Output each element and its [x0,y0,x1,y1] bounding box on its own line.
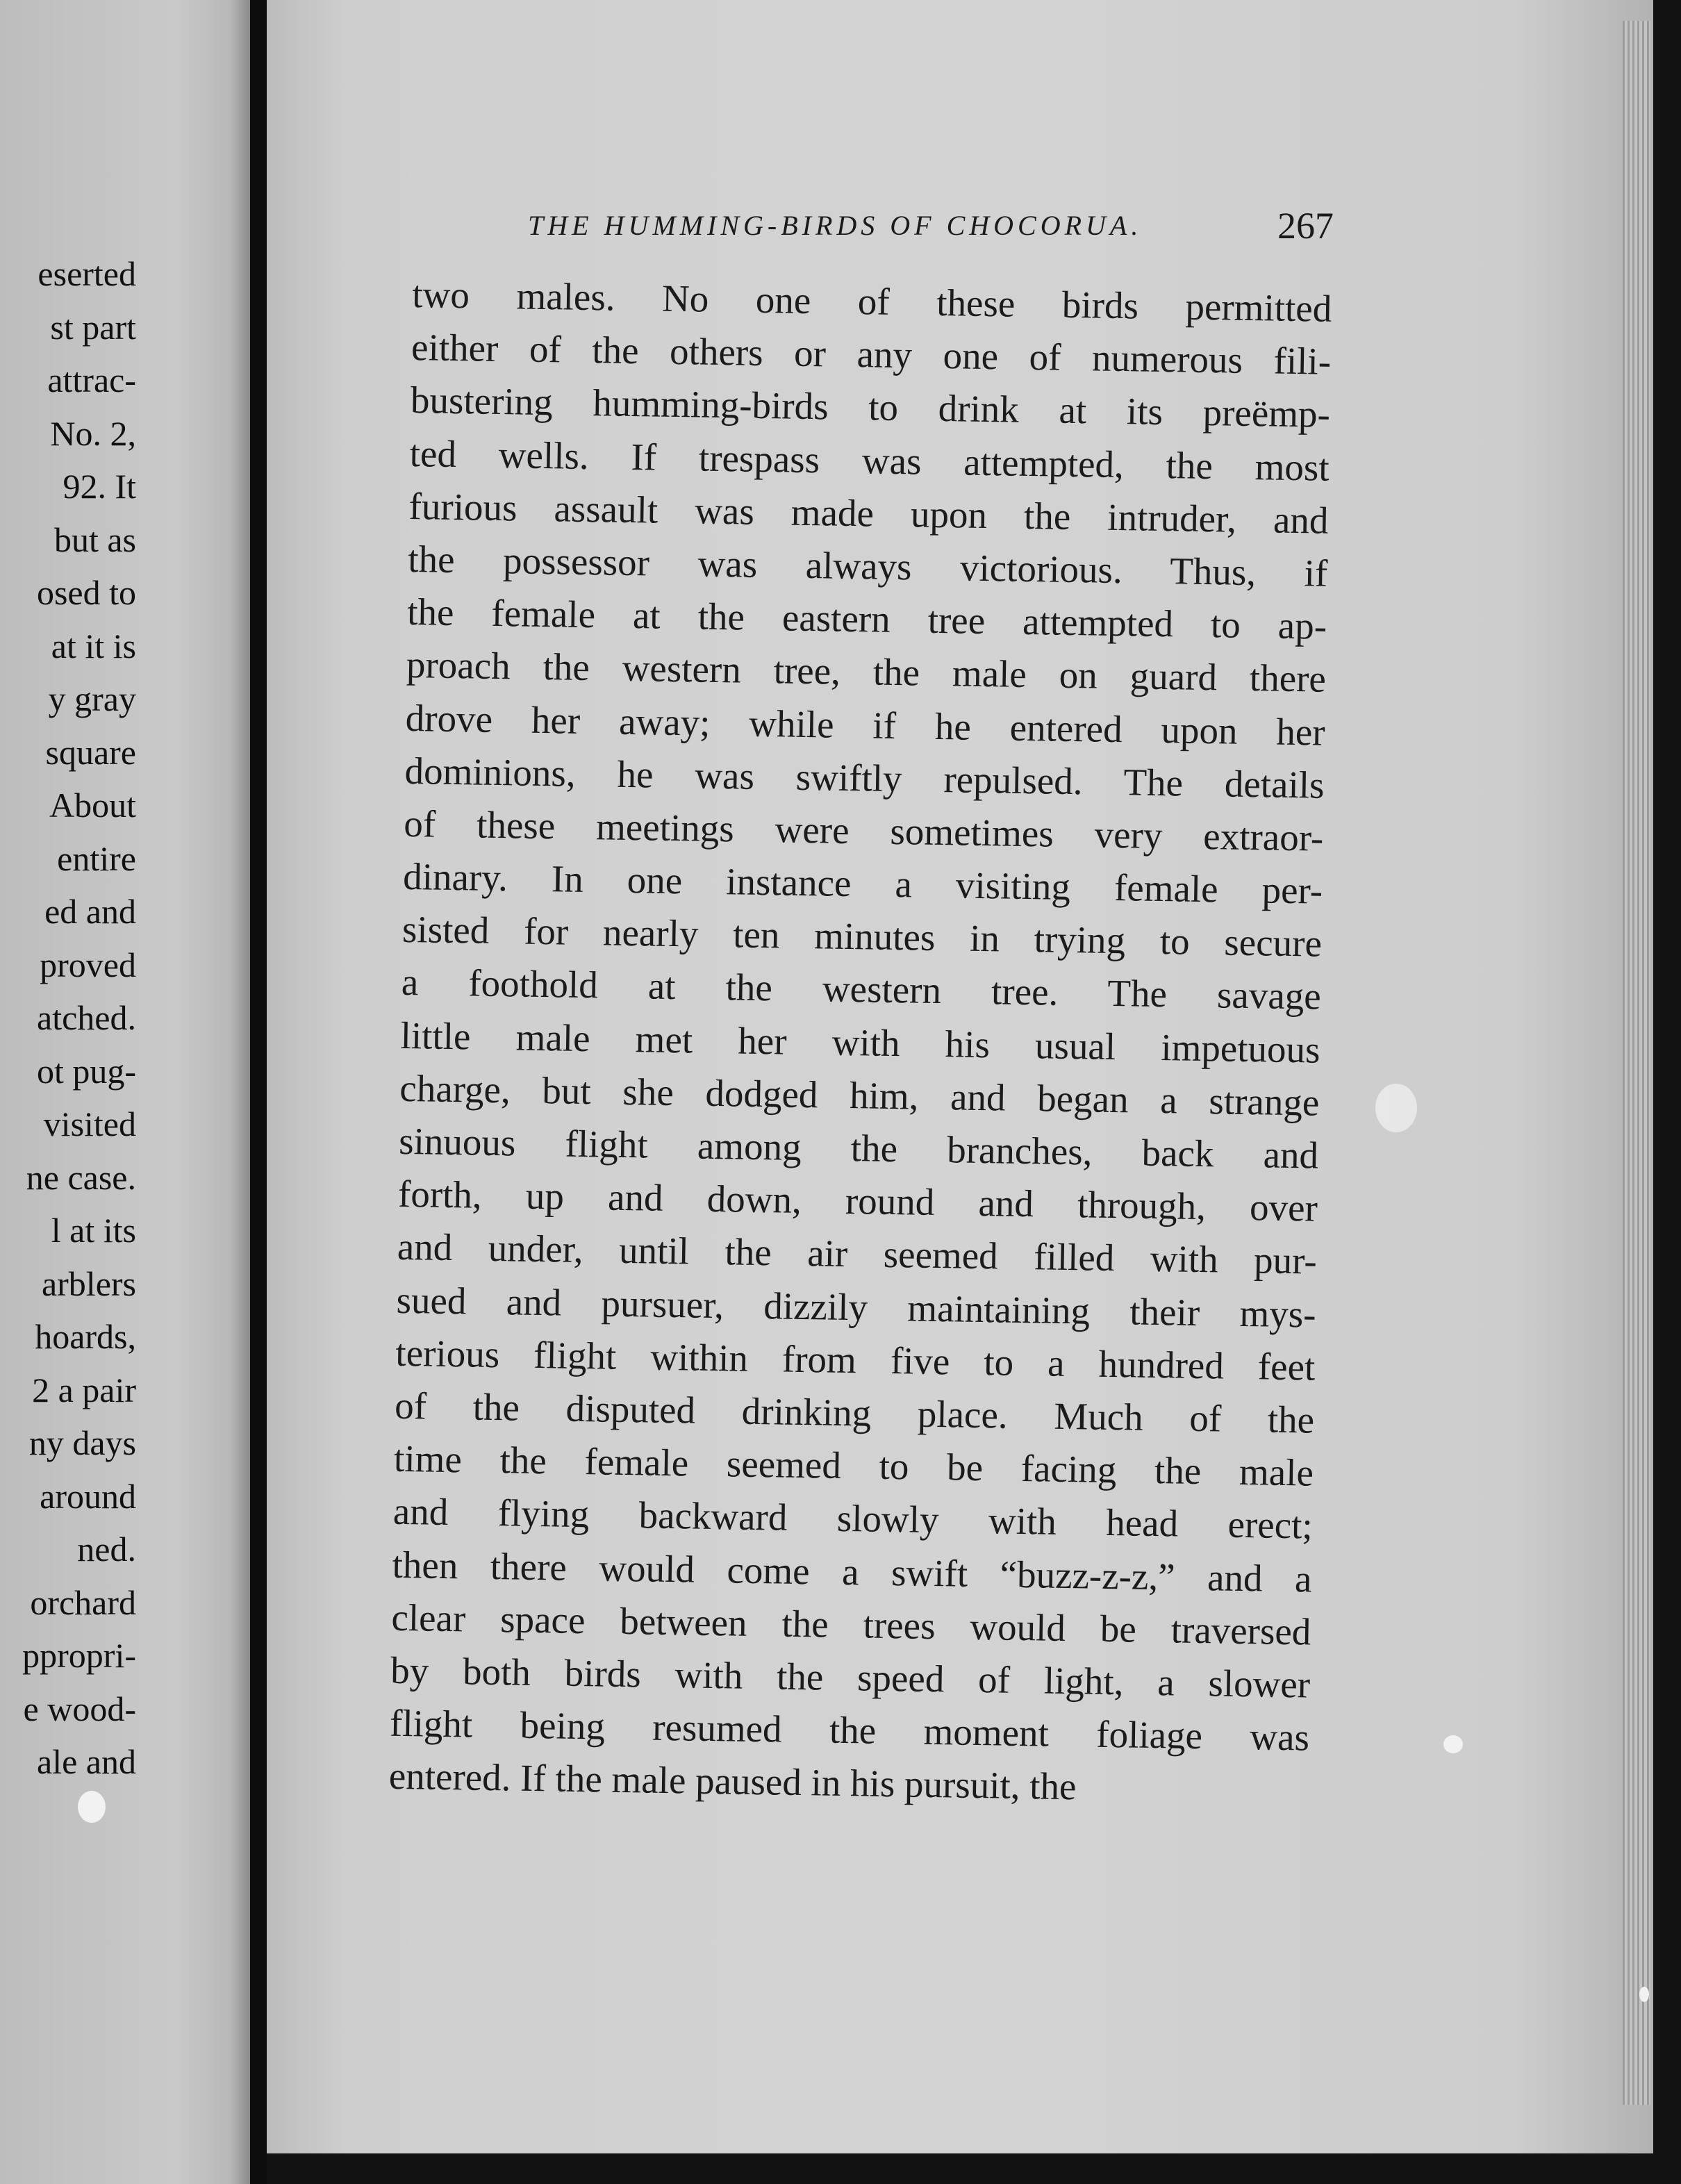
text-line: a foothold at the western tree. The savage [401,961,1322,1018]
text-line: dominions, he was swiftly repulsed. The details [404,749,1325,806]
left-page-line: square [45,732,136,772]
text-line: little male met her with his usual impetuous [400,1014,1320,1071]
body-text [388,268,1332,1817]
left-facing-page [0,0,250,2184]
page-number: 267 [1277,205,1334,247]
left-page-line: No. 2, [50,413,136,453]
text-line: charge, but she dodged him, and began a strange [399,1066,1320,1124]
left-page-line: 92. It [63,467,136,506]
left-page-line: ot pug- [36,1051,136,1091]
text-line: proach the western tree, the male on guard there [406,643,1327,701]
book-gutter [250,0,267,2184]
left-page-line: st part [50,307,136,347]
scan-speck [1375,1084,1417,1132]
scan-speck [1639,1987,1649,2002]
text-line: ted wells. If trespass was attempted, the most [409,431,1330,489]
left-page-line: ppropri- [22,1636,136,1675]
text-line: furious assault was made upon the intruder, and [408,484,1329,542]
left-page-line: atched. [37,998,136,1037]
running-head-title: THE HUMMING-BIRDS OF CHOCORUA. [528,210,1143,241]
left-page-text-column [0,247,136,1789]
left-page-line: attrac- [47,361,136,399]
scan-speck [78,1791,106,1823]
left-page-line: ny days [28,1423,136,1462]
left-page-line: About [49,786,136,825]
left-page-line: at it is [51,626,136,665]
left-page-line: ed and [44,892,136,931]
left-page-line: eserted [38,254,136,293]
text-line: two males. No one of these birds permitted [411,272,1332,330]
text-line: of these meetings were sometimes very extraor- [403,802,1324,859]
text-line: time the female seemed to be facing the male [393,1437,1314,1494]
text-line: sinuous flight among the branches, back and [398,1119,1319,1177]
left-page-line: ale and [37,1742,136,1781]
left-page-line: ne case. [26,1157,136,1197]
text-line: clear space between the trees would be traversed [391,1596,1311,1653]
page-edges [1623,21,1650,2105]
left-page-line: e wood- [23,1689,136,1728]
text-line: and under, until the air seemed filled with pur- [397,1225,1318,1282]
text-line: by both birds with the speed of light, a slower [390,1648,1311,1706]
left-page-line: osed to [36,573,136,612]
text-line: forth, up and down, round and through, over [397,1173,1318,1230]
text-line: terious flight within from five to a hundred feet [395,1331,1316,1389]
text-line: of the disputed drinking place. Much of the [394,1384,1315,1441]
text-line: either of the others or any one of numerous fili- [411,326,1332,383]
left-page-line: but as [53,520,136,559]
left-page-line: arblers [41,1264,136,1303]
text-line: sued and pursuer, dizzily maintaining their mys- [396,1278,1316,1336]
text-line: dinary. In one instance a visiting female per- [402,854,1323,912]
left-page-line: hoards, [35,1317,136,1356]
text-line: flight being resumed the moment foliage was [389,1701,1310,1759]
left-page-line: l at its [51,1211,136,1250]
left-page-line: entire [57,838,136,878]
text-line: entered. If the male paused in his pursuit, the [388,1754,1077,1808]
left-page-line: y gray [48,679,136,718]
text-line: then there would come a swift “buzz-z-z,” and a [392,1543,1313,1600]
left-page-line: ned. [77,1530,136,1569]
left-page-line: 2 a pair [32,1370,136,1409]
text-line: the possessor was always victorious. Thus, if [407,537,1328,595]
text-line: and flying backward slowly with head erect; [392,1490,1314,1547]
text-line: sisted for nearly ten minutes in trying to secure [401,908,1323,965]
text-line: the female at the eastern tree attempted to ap- [406,590,1327,647]
left-page-line: proved [40,945,136,984]
left-page-line: around [40,1476,136,1516]
left-page-line: visited [43,1105,136,1143]
text-line: drove her away; while if he entered upon her [405,696,1326,754]
left-page-line: orchard [30,1582,136,1622]
scan-speck [1443,1735,1463,1753]
text-line: bustering humming-birds to drink at its preëmp- [410,379,1331,436]
running-head [528,201,1334,250]
